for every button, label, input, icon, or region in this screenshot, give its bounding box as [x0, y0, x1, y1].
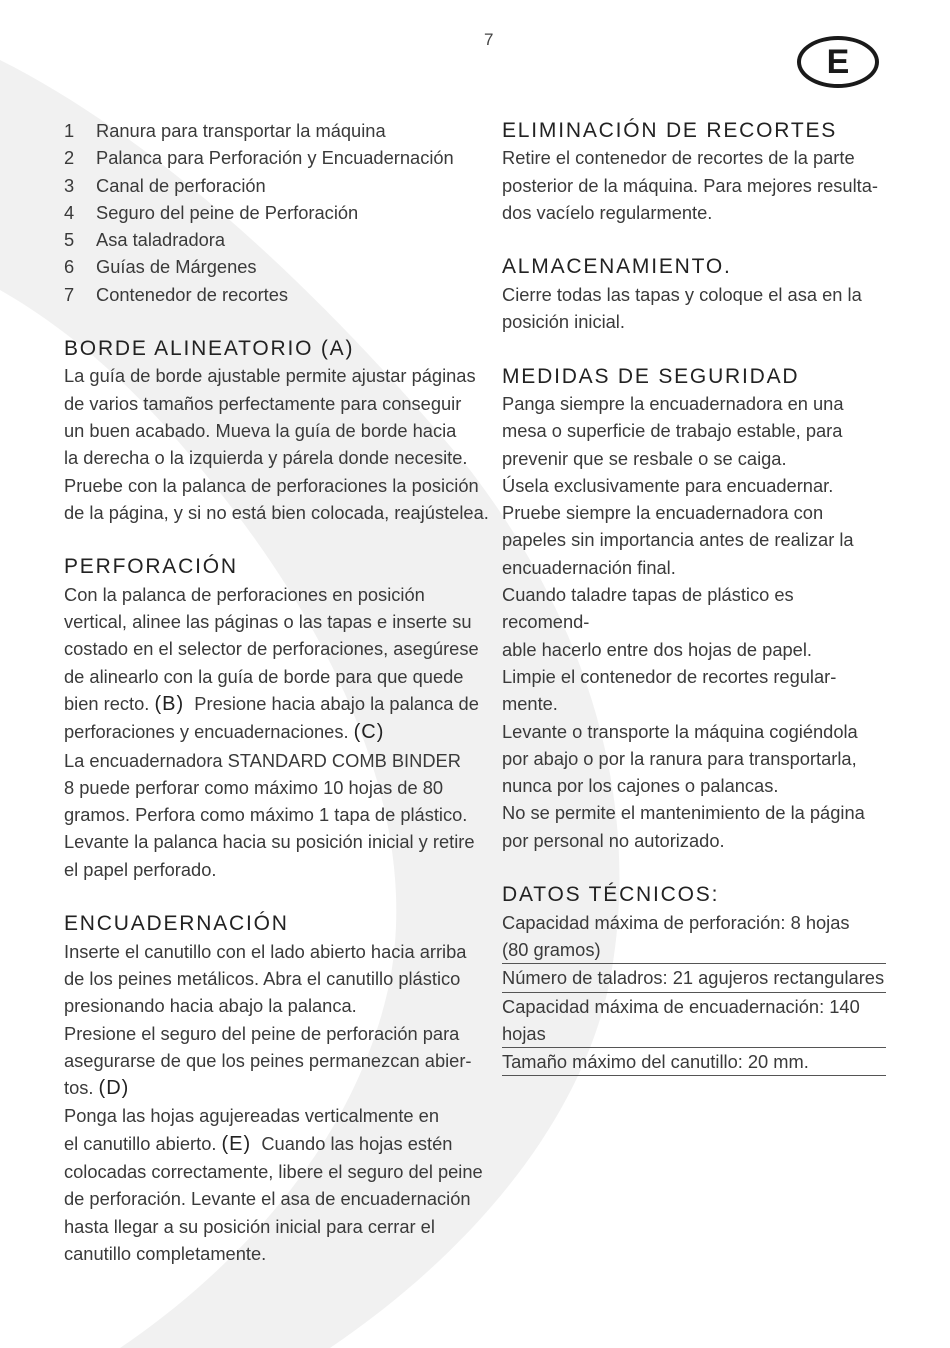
list-item	[64, 144, 489, 171]
left-column	[64, 117, 489, 1294]
text-line: nunca por los cajones o palancas.	[502, 775, 779, 797]
section-heading: ENCUADERNACIÓN	[64, 912, 289, 936]
text-line: Cierre todas las tapas y coloque el asa en la	[502, 283, 862, 305]
item-number: 5	[64, 229, 75, 251]
text-line: Panga siempre la encuadernadora en una	[502, 392, 844, 414]
text-line: el papel perforado.	[64, 858, 217, 880]
text-line: encuadernación final.	[502, 556, 676, 578]
section-borde-alineatorio	[64, 335, 489, 526]
text-line: No se permite el mantenimiento de la página	[502, 802, 865, 824]
text-line: papeles sin importancia antes de realizar la	[502, 529, 854, 551]
text-line: Pruebe con la palanca de perforaciones la posición	[64, 474, 479, 496]
text-line: de varios tamaños perfectamente para conseguir	[64, 392, 462, 414]
text-line: el canutillo abierto.	[64, 1132, 222, 1154]
text-line: por personal no autorizado.	[502, 829, 725, 851]
text-line: 8 puede perforar como máximo 10 hojas de 80	[64, 776, 444, 798]
text-line: hasta llegar a su posición inicial para cerrar el	[64, 1215, 435, 1237]
table-row	[502, 964, 886, 992]
text-line: Levante la palanca hacia su posición inicial y retire	[64, 831, 475, 853]
list-item	[64, 117, 489, 144]
item-label: Contenedor de recortes	[96, 283, 289, 305]
text-line: Tamaño máximo del canutillo: 20 mm.	[502, 1051, 809, 1073]
figure-reference: (D)	[98, 1077, 130, 1100]
text-line: Cuando taladre tapas de plástico es recomend-	[502, 584, 794, 633]
text-line: Limpie el contenedor de recortes regular-	[502, 665, 837, 687]
text-line: de los peines metálicos. Abra el canutillo plástico	[64, 967, 461, 989]
text-line: posición inicial.	[502, 311, 625, 333]
text-line: presionando hacia abajo la palanca.	[64, 995, 357, 1017]
item-label: Guías de Márgenes	[96, 256, 257, 278]
section-almacenamiento	[502, 253, 886, 335]
text-line: La encuadernadora STANDARD COMB BINDER	[64, 749, 461, 771]
text-line: vertical, alinee las páginas o las tapas e inserte su	[64, 611, 472, 633]
text-line: Levante o transporte la máquina cogiéndola	[502, 720, 858, 742]
item-label: Asa taladradora	[96, 229, 226, 251]
text-line: Capacidad máxima de perforación: 8 hojas	[502, 911, 850, 933]
section-perforacion	[64, 553, 489, 883]
language-badge: E	[797, 36, 879, 88]
figure-reference: (B)	[154, 692, 185, 715]
section-body	[64, 938, 489, 1268]
text-line: asegurarse de que los peines permanezcan abier-	[64, 1049, 472, 1071]
table-cell	[502, 964, 886, 992]
text-line: (80 gramos)	[502, 938, 601, 960]
section-body	[64, 362, 489, 526]
list-item	[64, 226, 489, 253]
section-datos-tecnicos	[502, 881, 886, 1076]
table-cell	[502, 1048, 886, 1076]
section-heading: BORDE ALINEATORIO (A)	[64, 337, 355, 361]
item-number: 1	[64, 120, 75, 141]
text-line: Inserte el canutillo con el lado abierto hacia arriba	[64, 940, 467, 962]
text-line: able hacerlo entre dos hojas de papel.	[502, 638, 812, 660]
section-heading: DATOS TÉCNICOS:	[502, 883, 720, 907]
text-line: Pruebe siempre la encuadernadora con	[502, 502, 824, 524]
list-item	[64, 199, 489, 226]
text-line: de alinearlo con la guía de borde para que quede	[64, 665, 464, 687]
item-label: Seguro del peine de Perforación	[96, 201, 359, 223]
section-eliminacion-recortes	[502, 117, 886, 226]
text-line: posterior de la máquina. Para mejores resulta-	[502, 174, 878, 196]
page-number: 7	[484, 30, 494, 49]
text-line: de la página, y si no está bien colocada, reajústelea.	[64, 501, 489, 523]
list-item	[64, 281, 489, 308]
text-line: colocadas correctamente, libere el seguro del peine	[64, 1160, 483, 1182]
item-number: 7	[64, 283, 75, 305]
text-line: la derecha o la izquierda y párela donde necesite.	[64, 447, 468, 469]
text-line: mesa o superficie de trabajo estable, para	[502, 420, 843, 442]
parts-list	[64, 117, 489, 308]
section-body	[64, 581, 489, 883]
text-line: por abajo o por la ranura para transportarla,	[502, 747, 857, 769]
section-body	[502, 144, 886, 226]
text-line: Con la palanca de perforaciones en posición	[64, 583, 425, 605]
text-line: Ponga las hojas agujereadas verticalmente en	[64, 1105, 440, 1127]
text-line: mente.	[502, 693, 558, 715]
table-row	[502, 992, 886, 1048]
section-heading: PERFORACIÓN	[64, 555, 238, 579]
text-line: prevenir que se resbale o se caiga.	[502, 447, 787, 469]
text-line: Capacidad máxima de encuadernación: 140	[502, 995, 860, 1017]
text-line: costado en el selector de perforaciones, asegúrese	[64, 638, 479, 660]
item-label: Ranura para transportar la máquina	[96, 120, 386, 141]
table-cell	[502, 909, 886, 964]
item-label: Canal de perforación	[96, 174, 266, 196]
section-heading: MEDIDAS DE SEGURIDAD	[502, 364, 800, 388]
text-line: Retire el contenedor de recortes de la parte	[502, 147, 855, 169]
section-heading: ALMACENAMIENTO.	[502, 255, 732, 279]
item-number: 3	[64, 174, 75, 196]
table-cell	[502, 992, 886, 1048]
text-line: bien recto.	[64, 692, 155, 714]
item-number: 2	[64, 147, 75, 169]
text-line: un buen acabado. Mueva la guía de borde hacia	[64, 419, 457, 441]
spec-table	[502, 909, 886, 1077]
text-line: gramos. Perfora como máximo 1 tapa de plástico.	[64, 804, 468, 826]
text-line: canutillo completamente.	[64, 1242, 267, 1264]
table-row	[502, 1048, 886, 1076]
text-line: Presione hacia abajo la palanca de	[184, 692, 479, 714]
text-line: Úsela exclusivamente para encuadernar.	[502, 474, 834, 496]
text-line: Número de taladros: 21 agujeros rectangulares	[502, 967, 885, 989]
section-medidas-seguridad	[502, 363, 886, 854]
text-line: hojas	[502, 1022, 546, 1044]
item-label: Palanca para Perforación y Encuadernación	[96, 147, 454, 169]
item-number: 6	[64, 256, 75, 278]
text-line: perforaciones y encuadernaciones.	[64, 721, 354, 743]
section-encuadernacion	[64, 910, 489, 1267]
text-line: Presione el seguro del peine de perforación para	[64, 1022, 460, 1044]
right-column	[502, 117, 886, 1104]
text-line: dos vacíelo regularmente.	[502, 201, 713, 223]
item-number: 4	[64, 201, 75, 223]
text-line: Cuando las hojas estén	[251, 1132, 453, 1154]
section-body	[502, 281, 886, 336]
list-item	[64, 172, 489, 199]
text-line: La guía de borde ajustable permite ajustar páginas	[64, 365, 476, 387]
section-body	[502, 390, 886, 854]
text-line: tos.	[64, 1077, 99, 1099]
figure-reference: (E)	[221, 1132, 252, 1155]
text-line: de perforación. Levante el asa de encuadernación	[64, 1188, 471, 1210]
section-heading: ELIMINACIÓN DE RECORTES	[502, 119, 838, 142]
figure-reference: (C)	[353, 721, 385, 744]
table-row	[502, 909, 886, 964]
list-item	[64, 253, 489, 280]
